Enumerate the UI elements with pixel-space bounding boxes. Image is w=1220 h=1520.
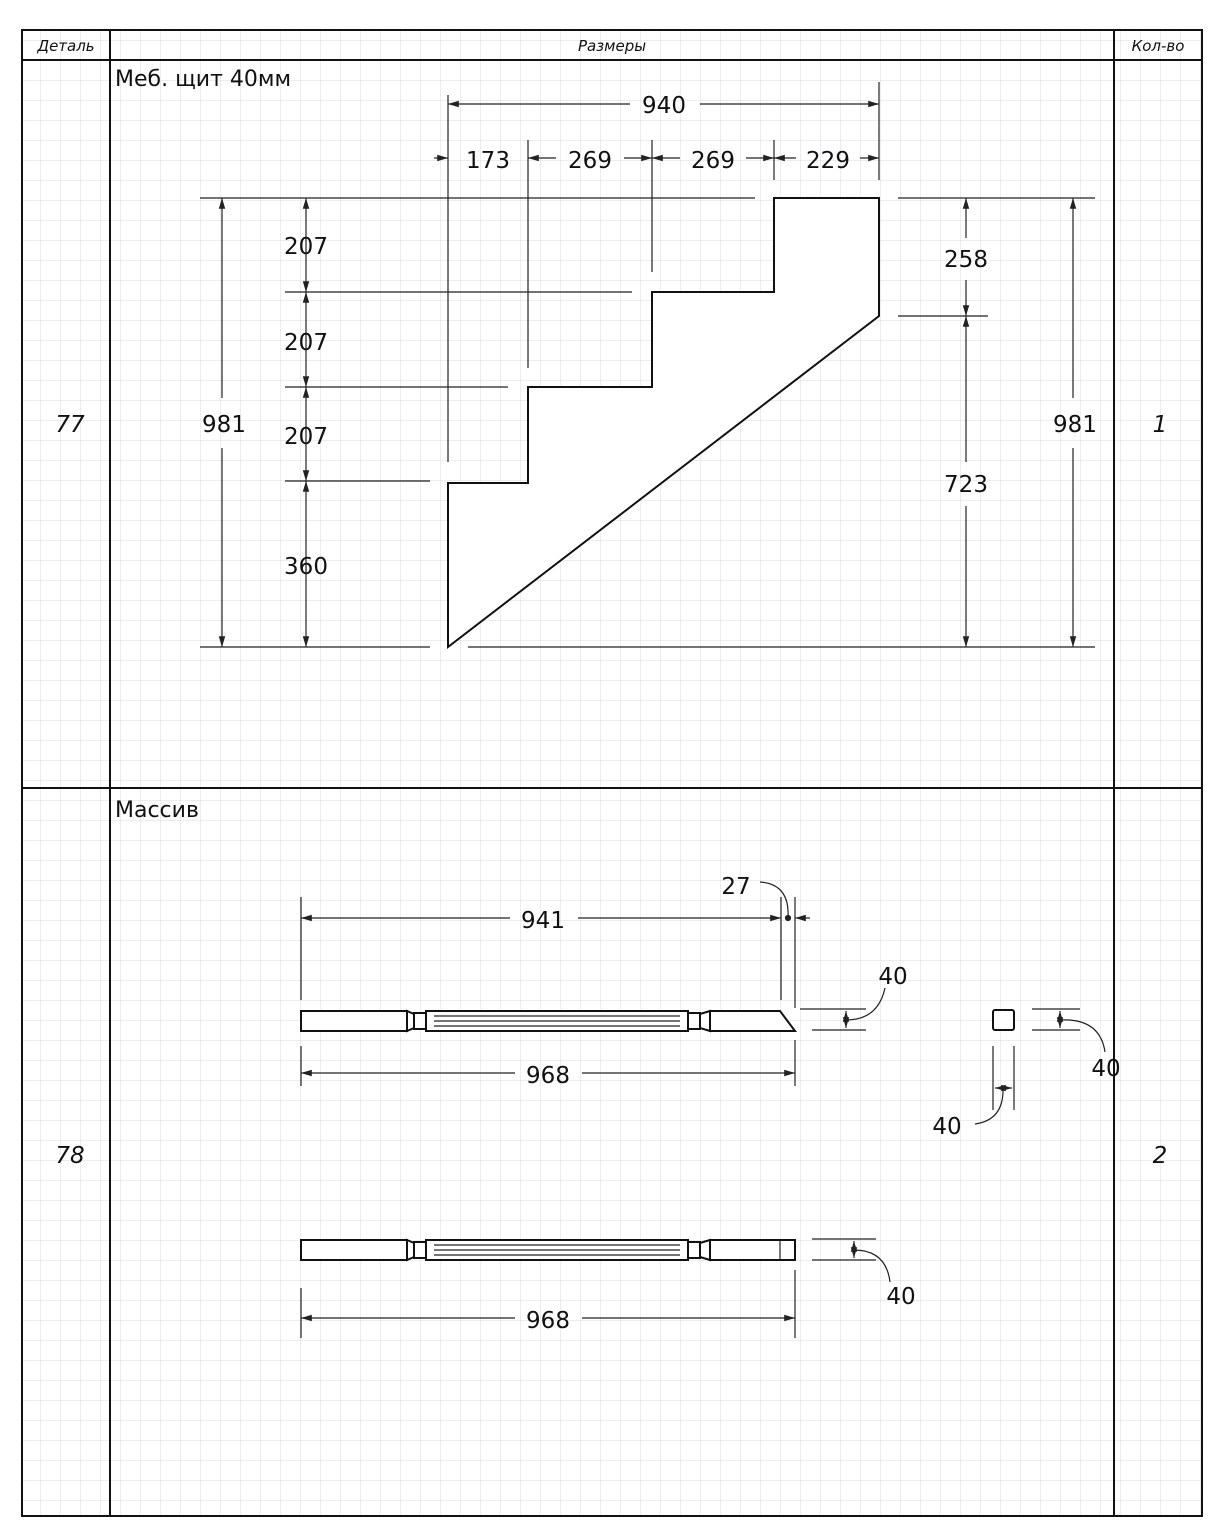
dim-length-968-b: 968 bbox=[526, 1308, 570, 1334]
dim-thickness-a: 40 bbox=[878, 964, 908, 990]
dim-thickness-b: 40 bbox=[886, 1284, 916, 1310]
baluster-section bbox=[993, 1010, 1014, 1030]
dim-bottom-360: 360 bbox=[284, 554, 328, 580]
dim-length-968-a: 968 bbox=[526, 1063, 570, 1089]
material-label-78: Массив bbox=[115, 798, 199, 823]
dim-rise-3: 207 bbox=[284, 424, 328, 450]
quantity-77: 1 bbox=[1152, 412, 1168, 438]
material-label-77: Меб. щит 40мм bbox=[115, 67, 292, 92]
baluster-straight bbox=[301, 1240, 795, 1260]
dim-step-269b: 269 bbox=[691, 148, 735, 174]
dim-step-269a: 269 bbox=[568, 148, 612, 174]
header-dimensions: Размеры bbox=[577, 37, 647, 55]
grid-background bbox=[22, 30, 1202, 1516]
dim-overall-width: 940 bbox=[642, 93, 686, 119]
dim-section-width: 40 bbox=[932, 1114, 962, 1140]
dim-height-left: 981 bbox=[202, 412, 246, 438]
dim-step-173: 173 bbox=[466, 148, 510, 174]
dim-top-258: 258 bbox=[944, 247, 988, 273]
part-number-78: 78 bbox=[55, 1143, 85, 1169]
dim-offset-27: 27 bbox=[721, 874, 751, 900]
dim-length-941: 941 bbox=[521, 908, 565, 934]
header-part: Деталь bbox=[37, 37, 95, 55]
dim-slope-723: 723 bbox=[944, 472, 988, 498]
header-quantity: Кол-во bbox=[1131, 37, 1185, 55]
dim-height-right: 981 bbox=[1053, 412, 1097, 438]
dim-section-height: 40 bbox=[1091, 1056, 1121, 1082]
part-number-77: 77 bbox=[55, 412, 85, 438]
dim-rise-1: 207 bbox=[284, 234, 328, 260]
baluster-angled bbox=[301, 1011, 795, 1031]
dim-step-229: 229 bbox=[806, 148, 850, 174]
dim-rise-2: 207 bbox=[284, 330, 328, 356]
quantity-78: 2 bbox=[1152, 1143, 1168, 1169]
